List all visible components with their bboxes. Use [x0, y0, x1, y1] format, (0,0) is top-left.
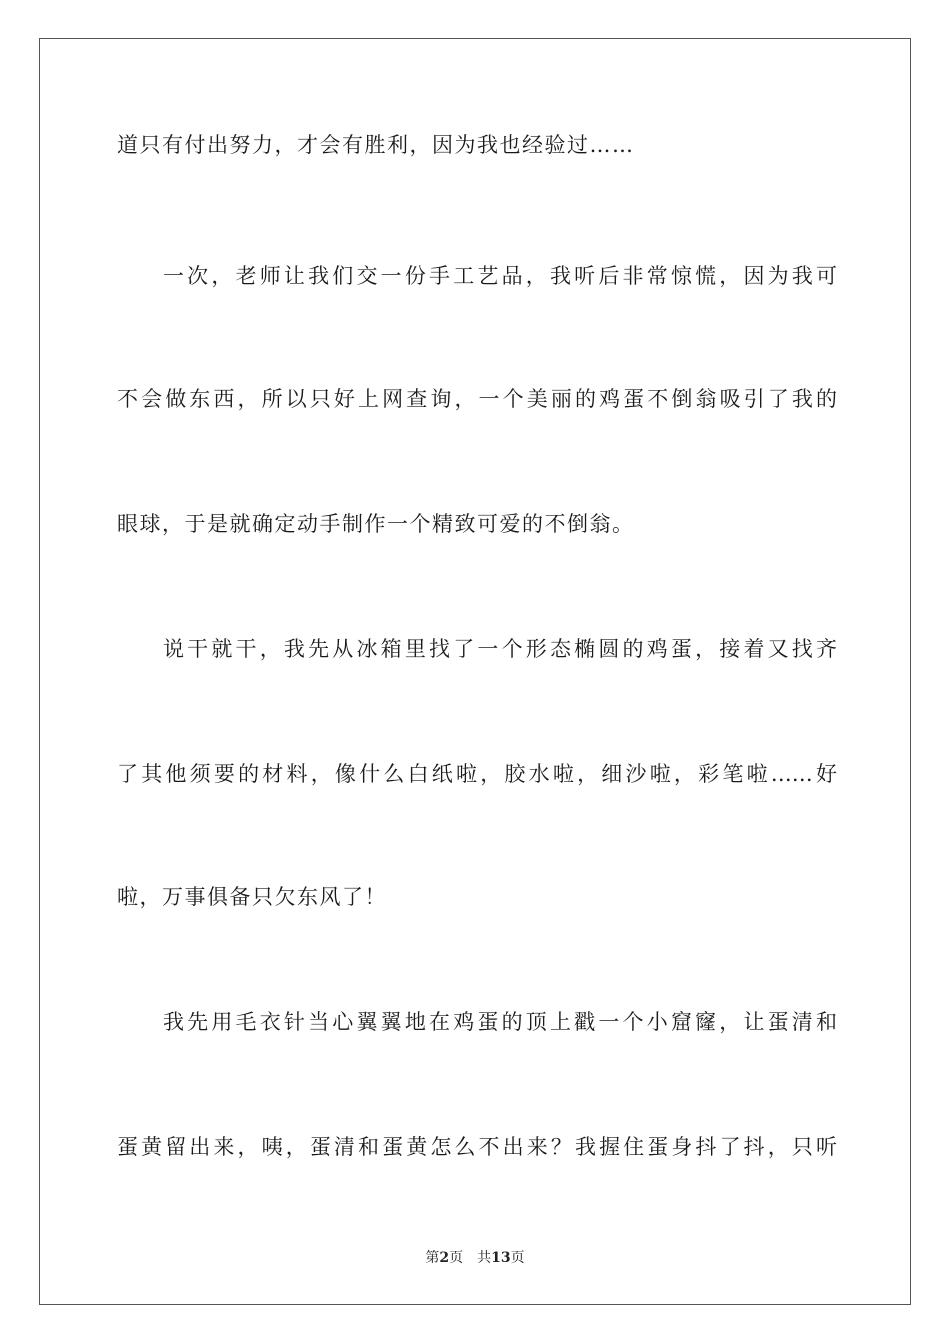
text-line-3: 不会做东西，所以只好上网查询，一个美丽的鸡蛋不倒翁吸引了我的: [117, 387, 837, 411]
page-border: [39, 38, 911, 1305]
page-suffix: 页: [449, 1250, 464, 1266]
text-line-9: 蛋黄留出来，咦，蛋清和蛋黄怎么不出来？我握住蛋身抖了抖，只听: [117, 1135, 837, 1159]
text-line-2: 一次，老师让我们交一份手工艺品，我听后非常惊慌，因为我可: [163, 264, 837, 288]
text-line-5: 说干就干，我先从冰箱里找了一个形态椭圆的鸡蛋，接着又找齐: [163, 637, 837, 661]
text-line-7: 啦，万事俱备只欠东风了！: [117, 885, 387, 909]
page-number: 2: [439, 1250, 450, 1266]
text-line-6: 了其他须要的材料，像什么白纸啦，胶水啦，细沙啦，彩笔啦……好: [117, 762, 837, 786]
text-line-4: 眼球，于是就确定动手制作一个精致可爱的不倒翁。: [117, 512, 635, 536]
page-footer: [0, 1247, 950, 1267]
page-prefix: 第: [425, 1250, 440, 1266]
text-line-1: 道只有付出努力，才会有胜利，因为我也经验过……: [117, 133, 635, 157]
total-pages: 13: [491, 1250, 511, 1266]
text-line-8: 我先用毛衣针当心翼翼地在鸡蛋的顶上戳一个小窟窿，让蛋清和: [163, 1010, 837, 1034]
total-prefix: 共: [477, 1250, 492, 1266]
total-suffix: 页: [510, 1250, 525, 1266]
